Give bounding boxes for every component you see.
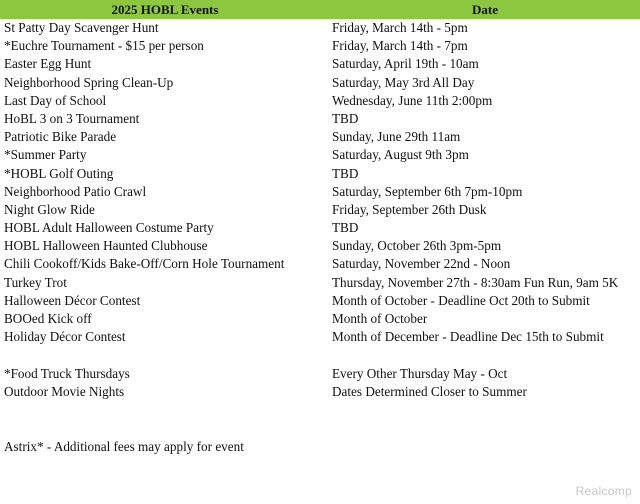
table-row <box>0 255 640 273</box>
table-row <box>0 183 640 201</box>
table-body <box>0 19 640 401</box>
event-name: HOBL Adult Halloween Costume Party <box>4 220 214 236</box>
event-date: Thursday, November 27th - 8:30am Fun Run, 9am 5K <box>332 274 619 290</box>
event-date: Friday, March 14th - 5pm <box>332 20 468 35</box>
table-row <box>0 128 640 146</box>
table-row <box>0 292 640 310</box>
event-date: Month of October <box>332 311 428 326</box>
event-date: Saturday, November 22nd - Noon <box>332 256 511 272</box>
event-date: Sunday, June 29th 11am <box>332 129 461 145</box>
table-row <box>0 237 640 255</box>
event-date: Friday, September 26th Dusk <box>332 201 487 217</box>
table-row <box>0 92 640 110</box>
table-row <box>0 365 640 383</box>
table-row <box>0 55 640 73</box>
table-row <box>0 274 640 292</box>
event-date: TBD <box>332 165 359 181</box>
event-date: Saturday, August 9th 3pm <box>332 147 469 163</box>
footnote: Astrix* - Additional fees may apply for event <box>4 439 244 454</box>
event-date: Friday, March 14th - 7pm <box>332 38 468 54</box>
table-row <box>0 146 640 164</box>
event-name: HoBL 3 on 3 Tournament <box>4 110 140 126</box>
header-date: Date <box>472 2 498 17</box>
table-row <box>0 310 640 328</box>
event-name: Neighborhood Patio Crawl <box>4 183 147 199</box>
event-name: St Patty Day Scavenger Hunt <box>4 20 159 35</box>
event-name: Halloween Décor Contest <box>4 292 141 308</box>
event-date: Saturday, September 6th 7pm-10pm <box>332 183 523 199</box>
event-name: Chili Cookoff/Kids Bake-Off/Corn Hole Tournament <box>4 256 285 272</box>
table-row <box>0 19 640 37</box>
table-row <box>0 346 640 364</box>
event-name: Neighborhood Spring Clean-Up <box>4 74 174 90</box>
event-date: Saturday, May 3rd All Day <box>332 74 475 90</box>
event-name: *Food Truck Thursdays <box>4 365 130 381</box>
event-name: Night Glow Ride <box>4 201 95 217</box>
event-name: Patriotic Bike Parade <box>4 129 117 145</box>
event-date: Saturday, April 19th - 10am <box>332 56 479 72</box>
table-row <box>0 37 640 55</box>
table-row <box>0 165 640 183</box>
event-name: HOBL Halloween Haunted Clubhouse <box>4 238 208 254</box>
event-name: BOOed Kick off <box>4 311 92 326</box>
event-name: *Euchre Tournament - $15 per person <box>4 38 204 54</box>
table-row <box>0 201 640 219</box>
event-name <box>0 346 329 364</box>
event-name: Easter Egg Hunt <box>4 56 92 72</box>
table-row <box>0 74 640 92</box>
table-row <box>0 219 640 237</box>
event-name: Holiday Décor Contest <box>4 329 126 345</box>
event-name: *HOBL Golf Outing <box>4 165 114 181</box>
table-row <box>0 328 640 346</box>
event-date <box>329 346 640 364</box>
event-date: Month of October - Deadline Oct 20th to Submit <box>332 292 590 308</box>
event-date: Month of December - Deadline Dec 15th to Submit <box>332 329 604 345</box>
table-row <box>0 110 640 128</box>
event-date: Dates Determined Closer to Summer <box>332 383 527 399</box>
table-header <box>0 0 640 19</box>
event-name: Turkey Trot <box>4 274 67 290</box>
event-name: Last Day of School <box>4 92 107 108</box>
table-row <box>0 383 640 401</box>
event-date: Wednesday, June 11th 2:00pm <box>332 92 493 108</box>
event-name: Outdoor Movie Nights <box>4 383 125 399</box>
event-date: Every Other Thursday May - Oct <box>332 365 508 381</box>
event-date: TBD <box>332 220 359 236</box>
header-events: 2025 HOBL Events <box>111 2 219 17</box>
event-name: *Summer Party <box>4 147 87 163</box>
watermark: Realcomp <box>575 484 632 498</box>
event-date: TBD <box>332 110 359 126</box>
event-date: Sunday, October 26th 3pm-5pm <box>332 238 502 254</box>
